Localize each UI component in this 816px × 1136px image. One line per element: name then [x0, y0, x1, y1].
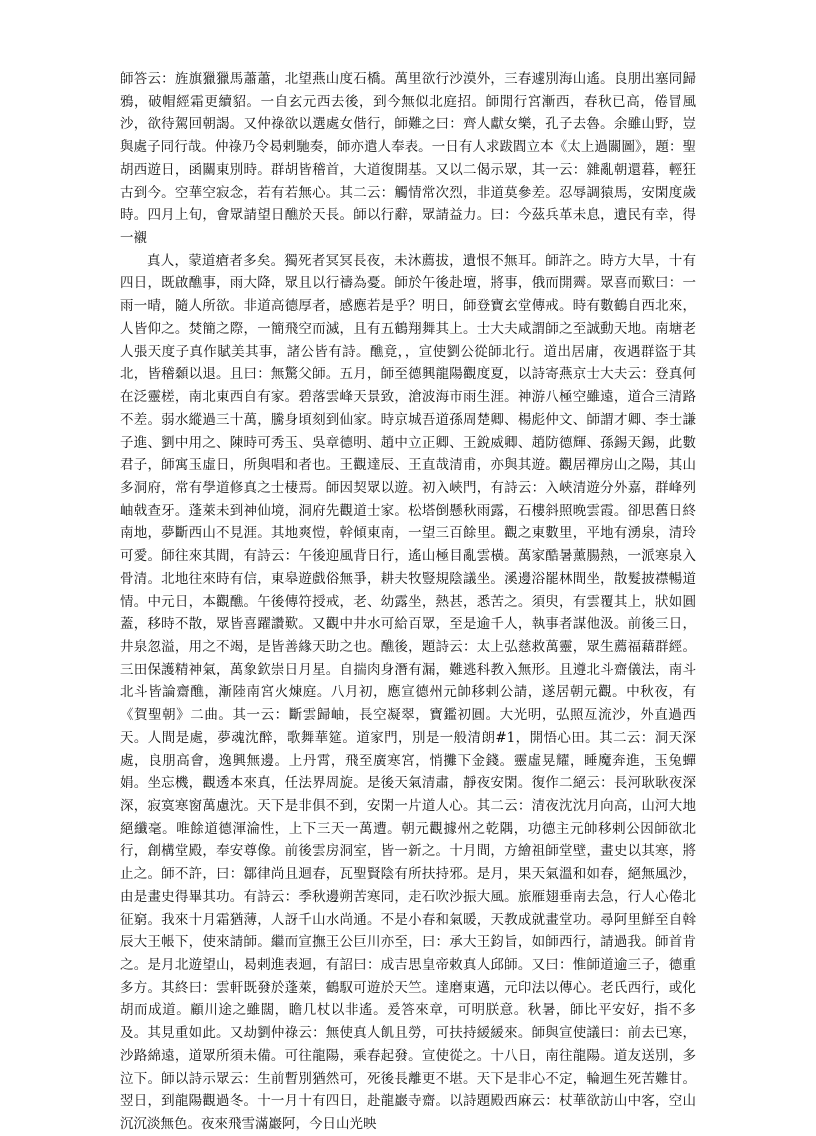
paragraph-continuation: 師答云：旌旗獵獵馬蕭蕭，北望燕山度石橋。萬里欲行沙漠外，三春遽別海山遙。良朋出塞同歸鴉，破帽經霜更續貂。一自玄元西去後，到今無似北庭招。師閒行宮漸西，春秋已高，倦冒風沙，欲待駕回朝謁。又仲祿欲以選處女偕行，師難之曰：齊人獻女樂，孔子去魯。余雖山野，豈與處子同行哉。仲祿乃令曷剌馳奏，師亦遣人奉表。一日有人求跋閻立本《太上過關圖》，題：聖胡西遊日，函關東別時。群胡皆稽首，大道復開基。又以二偈示眾，其一云：雜亂朝還暮，輕狂古到今。空華空寂念，若有若無心。其二云：觸情常次烈，非道莫參差。忍辱調猿馬，安閑度歲時。四月上旬，會眾請望日醮於天長。師以行辭，眾請益力。曰：今茲兵革未息，遺民有幸，得一襯 [120, 71, 696, 247]
body-text [120, 68, 696, 1136]
paragraph: 真人，蒙道瘡者多矣。獨死者冥冥長夜，未沐薦拔，遺恨不無耳。師許之。時方大旱，十有四日，既啟醮事，雨大降，眾且以行禱為憂。師於午後赴壇，將事，俄而開霽。眾喜而歎曰：一雨一晴，隨人所欲。非道高德厚者，感應若是乎？明日，師登寶玄堂傳戒。時有數鶴自西北來，人皆仰之。焚簡之際，一簡飛空而滅，且有五鶴翔舞其上。士大夫咸謂師之至誠動天地。南塘老人張天度子真作賦美其事，諸公皆有詩。醮竟，，宣使劉公從師北行。道出居庸，夜遇群盜于其北，皆稽顙以退。且曰：無驚父師。五月，師至德興龍陽觀度夏，以詩寄燕京士大夫云：登真何在泛靈槎，南北東西自有家。碧落雲峰天景致，滄波海市雨生涯。神游八極空雖遠，道合三清路不差。弱水縱過三十萬，騰身頃刻到仙家。時京城吾道孫周楚卿、楊彪仲文、師謂才卿、李士謙子進、劉中用之、陳時可秀玉、吳章德明、趙中立正卿、王銳威卿、趙防德輝、孫錫天錫，此數君子，師寓玉虛日，所與唱和者也。王觀達辰、王直哉清甫，亦與其遊。觀居禪房山之陽，其山多洞府，常有學道修真之士棲焉。師因契眾以遊。初入峽門，有詩云：入峽清遊分外嘉，群峰列岫戟查牙。蓬萊未到神仙境，洞府先觀道士家。松塔倒懸秋雨露，石樓斜照晚雲霞。卻思舊日終南地，夢斷西山不見涯。其地爽愷，幹傾東南，一望三百餘里。觀之東數里，平地有湧泉，清玲可愛。師往來其間，有詩云：午後迎風背日行，遙山極目亂雲橫。萬家酷暑薰腸熱，一派寒泉入骨清。北地往來時有信，東皋遊戲俗無爭，耕夫牧豎規陰議坐。溪邊浴罷林間坐，散髮披襟暢道情。中元日，本觀醮。午後傳符授戒，老、幼露坐，熱甚，悉苦之。須臾，有雲覆其上，狀如圓蓋，移時不散，眾皆喜躍讚歎。又觀中井水可給百眾，至是逾千人，執事者謀他汲。前後三日，井泉忽溢，用之不竭，是皆善緣天助之也。醮後，題詩云：太上弘慈救萬靈，眾生薦福藉群經。三田保護精神氣，萬象欽崇日月星。自揣肉身潛有漏，難逃科教入無形。且遵北斗齋儀法，南斗北斗皆論齋醮，漸陸南宮火煉庭。八月初，應宣德州元帥移剌公請，遂居朝元觀。中秋夜，有《賀聖朝》二曲。其一云：斷雲歸岫，長空凝翠，寶鑑初圓。大光明，弘照亙流沙，外直過西天。人間是處，夢魂沈醉，歌舞華筵。道家門，別是一般清朗#1，開悟心田。其二云：洞天深處，良朋高會，逸興無邊。上丹霄，飛至廣寒宮，悄攤下金錢。靈虛晃耀，睡魔奔進，玉兔蟬娟。坐忘機，觀透本來真，任法界周旋。是後天氣清肅，靜夜安閑。復作二絕云：長河耿耿夜深深，寂寞寒窗萬慮沈。天下是非俱不到，安閑一片道人心。其二云：清夜沈沈月向高，山河大地絕纖毫。唯餘道德渾淪性，上下三天一萬遭。朝元觀據州之乾隅，功德主元帥移剌公因師欲北行，創構堂殿，奉安尊像。前後雲房洞室，皆一新之。十月間，方繪祖師堂壁，畫史以其寒，將止之。師不許，曰：鄒律尚且迴春，瓦聖賢陰有所扶持邪。是月，果天氣溫和如春，絕無風沙，由是畫史得畢其功。有詩云：季秋邊朔苦寒同，走石吹沙振大風。旅雁翅垂南去急，行人心倦北征窮。我來十月霜猶薄，人訝千山水尚通。不是小春和氣暖，天教成就畫堂功。尋阿里鮮至自斡辰大王帳下，使來請師。繼而宣撫王公巨川亦至，曰：承大王鈞旨，如師西行，請過我。師首肯之。是月北遊望山，曷剌進表迴，有詔曰：成吉思皇帝敕真人邱師。又曰：惟師道逾三子，德重多方。其終曰：雲軒既發於蓬萊，鶴馭可遊於天竺。達磨東邁，元印法以傳心。老氏西行，或化胡而成道。顧川途之雖闊，瞻几杖以非遙。爰答來章，可明朕意。秋暑，師比平安好，指不多及。其見重如此。又劫劉仲祿云：無使真人飢且勞，可扶持緩緩來。師與宣使議曰：前去已寒，沙路綿遠，道眾所須未備。可往龍陽，乘春起發。宣使從之。十八日，南往龍陽。道友送別，多泣下。師以詩示眾云：生前暫別猶然可，死後長離更不堪。天下是非心不定，輪迴生死苦難甘。翌日，到龍陽觀過冬。十一月十有四日，赴龍巖寺齋。以詩題殿西麻云：杖華欲訪山中客，空山沉沉淡無色。夜來飛雪滿巖阿，今日山光映 [120, 252, 696, 1133]
